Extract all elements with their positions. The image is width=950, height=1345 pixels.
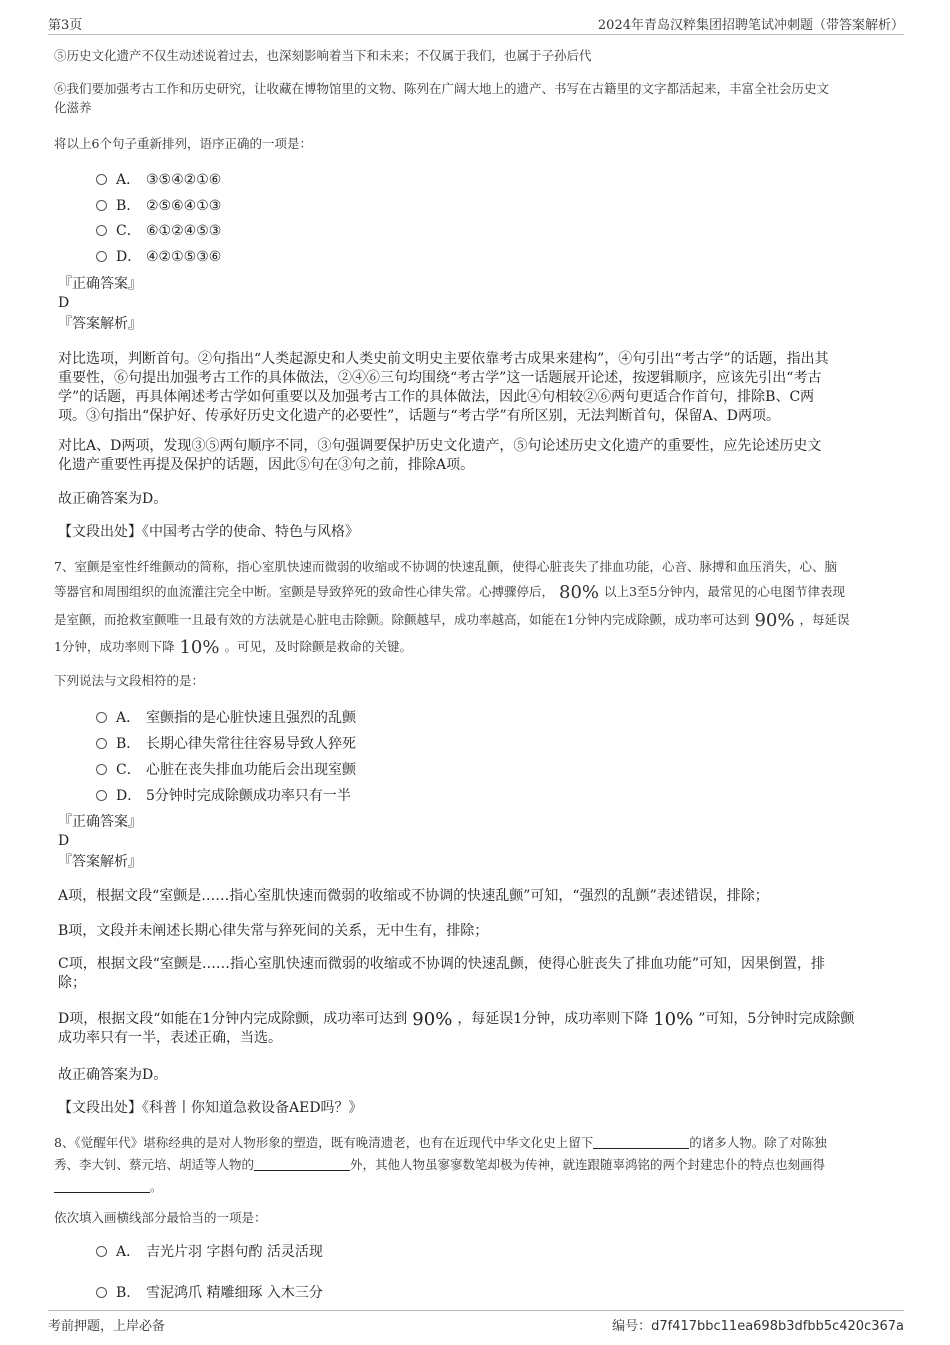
q6-option-d[interactable]: D． ④②①⑤③⑥	[96, 247, 221, 267]
q7-option-d[interactable]: D． 5分钟时完成除颤成功率只有一半	[96, 786, 351, 806]
question-prompt: 将以上6个句子重新排列，语序正确的一项是：	[54, 136, 312, 151]
radio-icon[interactable]	[96, 174, 107, 185]
q8-option-a[interactable]: A． 吉光片羽 字斟句酌 活灵活现	[96, 1242, 323, 1262]
q7-option-c[interactable]: C． 心脏在丧失排血功能后会出现室颤	[96, 760, 356, 780]
q7-option-b[interactable]: B． 长期心律失常往往容易导致人猝死	[96, 734, 356, 754]
source-citation: 【文段出处】《科普丨你知道急救设备AED吗？》	[58, 1100, 363, 1116]
answer-value: D	[58, 833, 70, 849]
q6-option-b[interactable]: B. ②⑤⑥④①③	[96, 196, 221, 216]
conclusion: 故正确答案为D。	[58, 491, 168, 507]
radio-icon[interactable]	[96, 764, 107, 775]
fill-blank-1	[593, 1134, 689, 1149]
page-header	[48, 14, 904, 35]
question-prompt: 下列说法与文段相符的是：	[54, 673, 205, 688]
document-code: 编号：d7f417bbc11ea698b3dfbb5c420c367a	[612, 1319, 904, 1334]
sentence-6-line1: ⑥我们要加强考古工作和历史研究，让收藏在博物馆里的文物、陈列在广阔大地上的遗产、书写在古籍里的文字都活起来，丰富全社会历史文	[54, 81, 830, 96]
radio-icon[interactable]	[96, 790, 107, 801]
analysis-label: 『答案解析』	[58, 316, 142, 332]
radio-icon[interactable]	[96, 712, 107, 723]
fill-blank-2	[254, 1156, 350, 1171]
q7-passage-line1: 7、室颤是室性纤维颤动的简称，指心室肌快速而微弱的收缩或不协调的快速乱颤，使得心脏丧失了排血功能，心音、脉搏和血压消失，心、脑	[54, 559, 837, 574]
analysis-c: C项，根据文段“室颤是……指心室肌快速而微弱的收缩或不协调的快速乱颤，使得心脏丧失了排血功能”可知，因果倒置，排 除；	[58, 956, 826, 991]
analysis-a: A项，根据文段“室颤是……指心室肌快速而微弱的收缩或不协调的快速乱颤”可知，“强烈的乱颤”表述错误，排除；	[58, 888, 769, 904]
sentence-6-line2: 化滋养	[54, 100, 92, 115]
document-title: 2024年青岛汉粹集团招聘笔试冲刺题（带答案解析）	[597, 18, 904, 33]
q7-passage-line4: 1分钟，成功率则下降 10% 。可见，及时除颤是救命的关键。	[54, 637, 412, 658]
q6-option-c[interactable]: C． ⑥①②④⑤③	[96, 221, 221, 241]
analysis-label: 『答案解析』	[58, 854, 142, 870]
analysis-b: B项，文段并未阐述长期心律失常与猝死间的关系，无中生有，排除；	[58, 923, 489, 939]
answer-label: 『正确答案』	[58, 814, 142, 830]
source-citation: 【文段出处】《中国考古学的使命、特色与风格》	[58, 524, 359, 540]
radio-icon[interactable]	[96, 251, 107, 262]
analysis-paragraph-2: 对比A、D两项，发现③⑤两句顺序不同，③句强调要保护历史文化遗产，⑤句论述历史文化遗产的重要性，应先论述历史文 化遗产重要性再提及保护的话题，因此⑤句在③句之前，排除A项。	[58, 438, 822, 473]
analysis-paragraph-1: 对比选项，判断首句。②句指出“人类起源史和人类史前文明史主要依靠考古成果来建构”，④句引出“考古学”的话题，指出其 重要性，⑥句提出加强考古工作的具体做法，②④⑥三句均围绕“考古学”这一话题展开论述，按逻辑顺序，应该先引出“考古 学”的话题，再具体阐述考古学如何重要以及加强考古工作的具体做法，因此④句相较②⑥两句更适合作首句，排除B、C两 项。③句指出“保护好、传承好历史文化遗产的必要性”，话题与“考古学”有所区别，无法判断首句，保留A、D两项。	[58, 351, 829, 424]
question-prompt: 依次填入画横线部分最恰当的一项是：	[54, 1210, 267, 1225]
radio-icon[interactable]	[96, 738, 107, 749]
q7-option-a[interactable]: A． 室颤指的是心脏快速且强烈的乱颤	[96, 708, 356, 728]
q8-passage-line2: 秀、李大钊、蔡元培、胡适等人物的 外，其他人物虽寥寥数笔却极为传神，就连跟随辜鸿铭的两个封建忠仆的特点也刻画得	[54, 1157, 826, 1172]
radio-icon[interactable]	[96, 225, 107, 236]
q8-option-b[interactable]: B. 雪泥鸿爪 精雕细琢 入木三分	[96, 1283, 323, 1303]
answer-label: 『正确答案』	[58, 276, 142, 292]
fill-blank-3	[54, 1178, 150, 1193]
radio-icon[interactable]	[96, 1287, 107, 1298]
q7-passage-line3: 是室颤，而抢救室颤唯一且最有效的方法就是心脏电击除颤。除颤越早，成功率越高，如能在1分钟内完成除颤，成功率可达到 90% ，每延误	[54, 610, 850, 631]
q8-passage-line3: 。	[54, 1176, 163, 1198]
radio-icon[interactable]	[96, 200, 107, 211]
q8-passage-line1: 8、《觉醒年代》堪称经典的是对人物形象的塑造，既有晚清遗老，也有在近现代中华文化史上留下 的诸多人物。除了对陈独	[54, 1135, 827, 1150]
page-number: 第3页	[48, 18, 83, 33]
footer-slogan: 考前押题，上岸必备	[48, 1319, 166, 1334]
sentence-5: ⑤历史文化遗产不仅生动述说着过去，也深刻影响着当下和未来；不仅属于我们，也属于子孙后代	[54, 48, 592, 63]
radio-icon[interactable]	[96, 1246, 107, 1257]
conclusion: 故正确答案为D。	[58, 1067, 168, 1083]
q7-passage-line2: 等器官和周围组织的血流灌注完全中断。室颤是导致猝死的致命性心律失常。心搏骤停后， 80% 以上3至5分钟内，最常见的心电图节律表现	[54, 582, 845, 603]
analysis-d: D项，根据文段“如能在1分钟内完成除颤，成功率可达到 90% ，每延误1分钟，成功率则下降 10% ”可知，5分钟时完成除颤 成功率只有一半，表述正确，当选。	[58, 1009, 855, 1046]
answer-value: D	[58, 295, 70, 311]
q6-option-a[interactable]: A． ③⑤④②①⑥	[96, 170, 221, 190]
page-footer	[48, 1310, 904, 1337]
